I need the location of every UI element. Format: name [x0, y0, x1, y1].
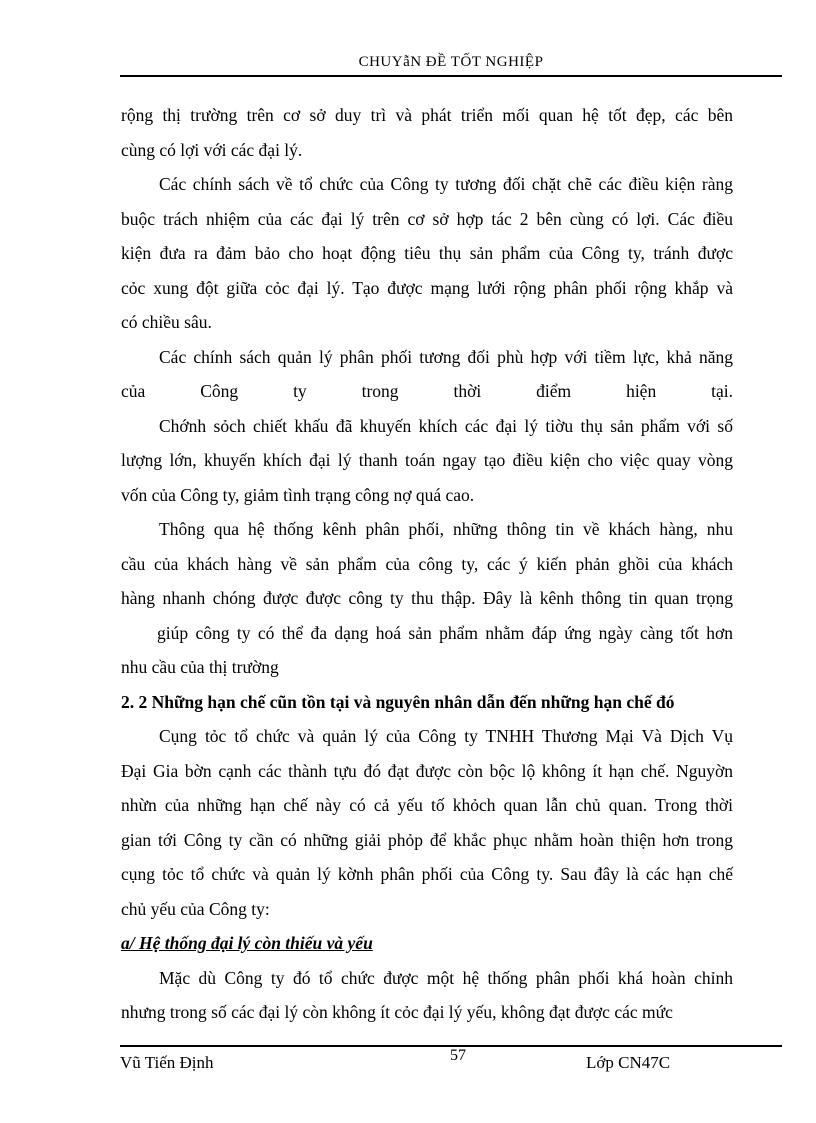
text-line: Các chính sách về tổ chức của Công ty tương đối chặt chẽ các điều kiện ràng: [159, 174, 733, 194]
text-line: buộc trách nhiệm của các đại lý trên cơ sở hợp tác 2 bên cùng có lợi. Các điều: [121, 208, 733, 229]
text-line: cùng có lợi với các đại lý.: [121, 139, 303, 160]
text-line: chủ yếu của Công ty:: [121, 898, 270, 919]
text-line: nhu cầu của thị trường: [121, 657, 279, 677]
text-line: Đại Gia bờn cạnh các thành tựu đó đạt được còn bộc lộ không ít hạn chế. Nguyờn: [121, 760, 733, 781]
text-line: vốn của Công ty, giảm tình trạng công nợ quá cao.: [121, 484, 475, 505]
header-title: CHUYẫN ĐỀ TỐT NGHIỆP: [358, 54, 544, 70]
text-line: hàng nhanh chóng được được công ty thu thập. Đây là kênh thông tin quan trọng: [121, 588, 733, 608]
section-heading: 2. 2 Những hạn chế cũn tồn tại và nguyên nhân dẫn đến những hạn chế đó: [121, 691, 675, 712]
text-line: Thông qua hệ thống kênh phân phối, những thông tin về khách hàng, nhu: [159, 519, 733, 539]
text-line: gian tới Công ty cần có những giải phỏp để khắc phục nhằm hoàn thiện hơn trong: [121, 829, 733, 850]
text-line: Mặc dù Công ty đó tổ chức được một hệ thống phân phối khá hoàn chỉnh: [159, 967, 733, 988]
text-line: nhưng trong số các đại lý còn không ít cỏc đại lý yếu, không đạt được các mức: [121, 1002, 673, 1022]
text-line: Cụng tỏc tổ chức và quản lý của Công ty TNHH Thương Mại Và Dịch Vụ: [159, 726, 733, 746]
text-line: cầu của khách hàng về sản phẩm của công ty, các ý kiến phản ghồi của khách: [121, 553, 733, 574]
text-line: kiện đưa ra đảm bảo cho hoạt động tiêu thụ sản phẩm của Công ty, tránh được: [121, 243, 733, 263]
footer-class-label: Lớp CN47C: [586, 1053, 671, 1072]
text-line: Chớnh sỏch chiết khấu đã khuyến khích các đại lý tiờu thụ sản phẩm với số: [159, 415, 733, 436]
page-number: 57: [450, 1047, 466, 1064]
text-line: cỏc xung đột giữa cỏc đại lý. Tạo được mạng lưới rộng phân phối rộng khắp và: [121, 277, 733, 298]
document-body: [121, 102, 733, 1034]
subsection-heading: a/ Hệ thống đại lý còn thiếu và yếu: [121, 933, 373, 953]
page-header: [120, 54, 782, 76]
text-line: giúp công ty có thể đa dạng hoá sản phẩm nhằm đáp ứng ngày càng tốt hơn: [157, 622, 733, 643]
page-footer: [120, 1045, 782, 1075]
text-line: Các chính sách quản lý phân phối tương đối phù hợp với tiềm lực, khả năng: [159, 346, 733, 367]
text-line: nhừn của những hạn chế này có cả yếu tố khỏch quan lẫn chủ quan. Trong thời: [121, 795, 733, 815]
header-rule: [120, 75, 782, 77]
text-line: lượng lớn, khuyến khích đại lý thanh toán ngay tạo điều kiện cho việc quay vòng: [121, 450, 733, 470]
text-line: có chiều sâu.: [121, 312, 212, 332]
text-line: của Công ty trong thời điểm hiện tại.: [121, 381, 733, 401]
text-line: rộng thị trường trên cơ sở duy trì và phát triển mối quan hệ tốt đẹp, các bên: [121, 105, 733, 125]
footer-author: Vũ Tiến Định: [120, 1053, 214, 1072]
text-line: cụng tỏc tổ chức và quản lý kờnh phân phối của Công ty. Sau đây là các hạn chế: [121, 864, 733, 884]
